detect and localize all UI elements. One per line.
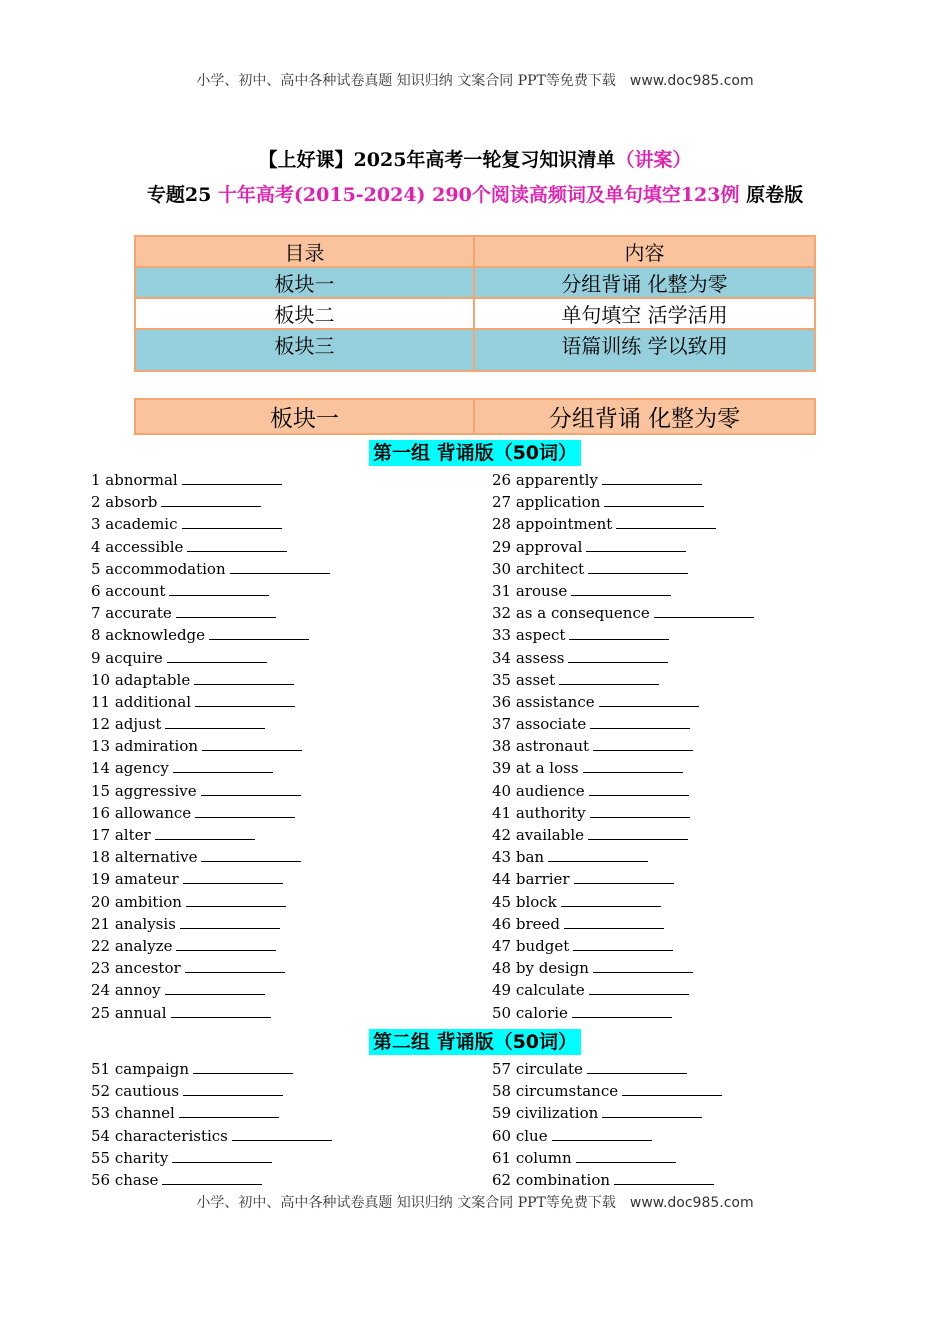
toc-row bbox=[135, 298, 815, 329]
title2-prefix: 专题25 bbox=[146, 184, 218, 206]
answer-blank[interactable] bbox=[559, 670, 659, 685]
answer-blank[interactable] bbox=[183, 869, 283, 884]
word-label: 27 application bbox=[492, 493, 601, 512]
word-label: 34 assess bbox=[492, 648, 565, 667]
answer-blank[interactable] bbox=[590, 714, 690, 729]
word-item bbox=[91, 691, 330, 713]
answer-blank[interactable] bbox=[180, 914, 280, 929]
word-item bbox=[91, 802, 330, 824]
word-item bbox=[91, 1058, 332, 1080]
answer-blank[interactable] bbox=[176, 936, 276, 951]
word-item bbox=[91, 1147, 332, 1169]
word-label: 49 calculate bbox=[492, 981, 585, 1000]
word-label: 24 annoy bbox=[91, 981, 161, 1000]
word-item bbox=[492, 580, 754, 602]
answer-blank[interactable] bbox=[201, 847, 301, 862]
word-label: 18 alternative bbox=[91, 848, 198, 867]
answer-blank[interactable] bbox=[574, 869, 674, 884]
word-item bbox=[492, 536, 754, 558]
word-item bbox=[91, 913, 330, 935]
word-item bbox=[492, 558, 754, 580]
word-label: 58 circumstance bbox=[492, 1082, 619, 1101]
title2-highlight: 十年高考(2015-2024) 290个阅读高频词及单句填空123例 bbox=[217, 184, 740, 206]
answer-blank[interactable] bbox=[195, 803, 295, 818]
answer-blank[interactable] bbox=[185, 958, 285, 973]
word-item bbox=[492, 1147, 722, 1169]
word-item bbox=[492, 757, 754, 779]
answer-blank[interactable] bbox=[604, 492, 704, 507]
answer-blank[interactable] bbox=[169, 581, 269, 596]
word-label: 61 column bbox=[492, 1148, 572, 1167]
word-item bbox=[91, 891, 330, 913]
word-label: 47 budget bbox=[492, 936, 570, 955]
toc-cell: 语篇训练 学以致用 bbox=[474, 329, 815, 371]
word-label: 46 breed bbox=[492, 914, 560, 933]
word-label: 19 amateur bbox=[91, 870, 179, 889]
section-header-cell: 板块一 bbox=[135, 399, 474, 434]
word-label: 41 authority bbox=[492, 803, 586, 822]
word-item bbox=[492, 713, 754, 735]
word-label: 17 alter bbox=[91, 826, 151, 844]
word-label: 25 annual bbox=[91, 1003, 167, 1022]
word-label: 16 allowance bbox=[91, 803, 192, 822]
word-item bbox=[492, 491, 754, 513]
word-label: 11 additional bbox=[91, 692, 192, 711]
word-label: 31 arouse bbox=[492, 581, 568, 600]
word-item bbox=[91, 513, 330, 535]
word-item bbox=[492, 824, 754, 846]
word-item bbox=[91, 735, 330, 757]
word-label: 36 assistance bbox=[492, 692, 595, 711]
answer-blank[interactable] bbox=[548, 847, 648, 862]
word-item bbox=[91, 868, 330, 890]
word-label: 43 ban bbox=[492, 848, 545, 867]
word-label: 60 clue bbox=[492, 1126, 548, 1145]
page-header bbox=[0, 70, 950, 90]
answer-blank[interactable] bbox=[193, 1059, 293, 1074]
word-item bbox=[492, 979, 754, 1001]
word-item bbox=[91, 469, 330, 491]
section-header-table bbox=[134, 398, 816, 435]
word-item bbox=[91, 935, 330, 957]
answer-blank[interactable] bbox=[576, 1148, 676, 1163]
answer-blank[interactable] bbox=[201, 781, 301, 796]
toc-cell: 板块一 bbox=[135, 267, 474, 298]
word-item bbox=[91, 1080, 332, 1102]
title-highlight: （讲案） bbox=[615, 149, 692, 171]
answer-blank[interactable] bbox=[568, 648, 668, 663]
answer-blank[interactable] bbox=[167, 648, 267, 663]
word-item bbox=[492, 935, 754, 957]
word-label: 33 aspect bbox=[492, 626, 566, 645]
word-item bbox=[492, 1102, 722, 1124]
answer-blank[interactable] bbox=[165, 714, 265, 729]
answer-blank[interactable] bbox=[599, 692, 699, 707]
answer-blank[interactable] bbox=[590, 803, 690, 818]
word-item bbox=[492, 1125, 722, 1147]
answer-blank[interactable] bbox=[573, 936, 673, 951]
word-label: 56 chase bbox=[91, 1170, 159, 1189]
title-main: 【上好课】2025年高考一轮复习知识清单 bbox=[258, 149, 616, 171]
word-column bbox=[492, 469, 754, 1024]
word-label: 20 ambition bbox=[91, 892, 182, 911]
answer-blank[interactable] bbox=[209, 625, 309, 640]
title2-suffix: 原卷版 bbox=[739, 184, 804, 206]
answer-blank[interactable] bbox=[171, 1003, 271, 1018]
answer-blank[interactable] bbox=[183, 1081, 283, 1096]
answer-blank[interactable] bbox=[561, 892, 661, 907]
word-item bbox=[492, 669, 754, 691]
footer-site[interactable]: www.doc985.com bbox=[629, 1195, 754, 1211]
word-label: 3 academic bbox=[91, 515, 178, 534]
word-item bbox=[91, 602, 330, 624]
word-item bbox=[91, 558, 330, 580]
header-text: 小学、初中、高中各种试卷真题 知识归纳 文案合同 PPT等免费下载 bbox=[196, 73, 616, 89]
answer-blank[interactable] bbox=[232, 1126, 332, 1141]
word-label: 42 available bbox=[492, 826, 585, 844]
answer-blank[interactable] bbox=[593, 736, 693, 751]
word-item bbox=[492, 846, 754, 868]
answer-blank[interactable] bbox=[654, 603, 754, 618]
word-label: 50 calorie bbox=[492, 1003, 568, 1022]
answer-blank[interactable] bbox=[572, 1003, 672, 1018]
word-item bbox=[91, 647, 330, 669]
answer-blank[interactable] bbox=[195, 692, 295, 707]
toc-header-cell: 目录 bbox=[135, 236, 474, 267]
toc-table bbox=[134, 235, 816, 372]
word-item bbox=[492, 647, 754, 669]
group-title: 第二组 背诵版（50词） bbox=[0, 1027, 950, 1054]
word-label: 55 charity bbox=[91, 1148, 169, 1167]
word-item bbox=[492, 913, 754, 935]
word-item bbox=[91, 1125, 332, 1147]
word-label: 26 apparently bbox=[492, 471, 598, 489]
answer-blank[interactable] bbox=[173, 758, 273, 773]
word-label: 4 accessible bbox=[91, 537, 184, 556]
word-item bbox=[492, 469, 754, 491]
toc-header-row bbox=[135, 236, 815, 267]
word-label: 1 abnormal bbox=[91, 471, 178, 489]
answer-blank[interactable] bbox=[194, 670, 294, 685]
word-label: 37 associate bbox=[492, 715, 587, 734]
word-column bbox=[91, 1058, 332, 1191]
word-label: 52 cautious bbox=[91, 1082, 180, 1101]
answer-blank[interactable] bbox=[571, 581, 671, 596]
word-label: 2 absorb bbox=[91, 493, 158, 512]
word-label: 5 accommodation bbox=[91, 559, 226, 578]
word-label: 35 asset bbox=[492, 670, 556, 689]
toc-cell: 板块二 bbox=[135, 298, 474, 329]
word-label: 15 aggressive bbox=[91, 781, 197, 800]
word-label: 6 account bbox=[91, 581, 166, 600]
word-item bbox=[91, 957, 330, 979]
word-label: 45 block bbox=[492, 892, 557, 911]
answer-blank[interactable] bbox=[593, 958, 693, 973]
answer-blank[interactable] bbox=[176, 603, 276, 618]
answer-blank[interactable] bbox=[589, 781, 689, 796]
word-item bbox=[492, 891, 754, 913]
word-item bbox=[492, 802, 754, 824]
doc-title-line2 bbox=[0, 180, 950, 207]
answer-blank[interactable] bbox=[614, 1170, 714, 1185]
word-item bbox=[91, 757, 330, 779]
answer-blank[interactable] bbox=[179, 1103, 279, 1118]
word-item bbox=[91, 979, 330, 1001]
word-item bbox=[492, 735, 754, 757]
answer-blank[interactable] bbox=[202, 736, 302, 751]
word-label: 10 adaptable bbox=[91, 670, 191, 689]
word-item bbox=[492, 513, 754, 535]
answer-blank[interactable] bbox=[602, 470, 702, 485]
answer-blank[interactable] bbox=[622, 1081, 722, 1096]
answer-blank[interactable] bbox=[165, 980, 265, 995]
answer-blank[interactable] bbox=[587, 1059, 687, 1074]
word-item bbox=[91, 1169, 332, 1191]
toc-cell: 板块三 bbox=[135, 329, 474, 371]
footer-text: 小学、初中、高中各种试卷真题 知识归纳 文案合同 PPT等免费下载 bbox=[196, 1195, 616, 1211]
word-item bbox=[91, 713, 330, 735]
word-label: 51 campaign bbox=[91, 1060, 190, 1078]
word-item bbox=[91, 580, 330, 602]
word-label: 13 admiration bbox=[91, 737, 199, 756]
answer-blank[interactable] bbox=[589, 980, 689, 995]
word-label: 7 accurate bbox=[91, 604, 172, 623]
answer-blank[interactable] bbox=[162, 1170, 262, 1185]
answer-blank[interactable] bbox=[616, 514, 716, 529]
word-label: 39 at a loss bbox=[492, 759, 579, 778]
word-item bbox=[492, 624, 754, 646]
word-label: 53 channel bbox=[91, 1104, 175, 1123]
toc-cell: 分组背诵 化整为零 bbox=[474, 267, 815, 298]
word-label: 54 characteristics bbox=[91, 1126, 228, 1145]
word-item bbox=[91, 536, 330, 558]
answer-blank[interactable] bbox=[182, 514, 282, 529]
page-footer bbox=[0, 1192, 950, 1212]
word-label: 8 acknowledge bbox=[91, 626, 206, 645]
word-item bbox=[91, 669, 330, 691]
word-label: 57 circulate bbox=[492, 1060, 583, 1078]
word-item bbox=[91, 1002, 330, 1024]
answer-blank[interactable] bbox=[586, 537, 686, 552]
answer-blank[interactable] bbox=[583, 758, 683, 773]
answer-blank[interactable] bbox=[182, 470, 282, 485]
answer-blank[interactable] bbox=[155, 825, 255, 840]
word-item bbox=[91, 624, 330, 646]
answer-blank[interactable] bbox=[588, 825, 688, 840]
word-column bbox=[91, 469, 330, 1024]
answer-blank[interactable] bbox=[569, 625, 669, 640]
toc-row bbox=[135, 267, 815, 298]
toc-header-cell: 内容 bbox=[474, 236, 815, 267]
word-item bbox=[492, 691, 754, 713]
answer-blank[interactable] bbox=[602, 1103, 702, 1118]
word-label: 29 approval bbox=[492, 537, 583, 556]
answer-blank[interactable] bbox=[230, 559, 330, 574]
toc-cell: 单句填空 活学活用 bbox=[474, 298, 815, 329]
word-item bbox=[91, 846, 330, 868]
word-item bbox=[492, 1058, 722, 1080]
word-item bbox=[492, 1002, 754, 1024]
word-item bbox=[91, 491, 330, 513]
word-label: 21 analysis bbox=[91, 914, 176, 933]
toc-row bbox=[135, 329, 815, 371]
word-label: 12 adjust bbox=[91, 715, 162, 734]
word-item bbox=[91, 780, 330, 802]
word-item bbox=[492, 1169, 722, 1191]
word-item bbox=[492, 602, 754, 624]
word-label: 48 by design bbox=[492, 959, 589, 978]
word-label: 30 architect bbox=[492, 559, 585, 578]
word-label: 32 as a consequence bbox=[492, 604, 650, 623]
word-item bbox=[492, 780, 754, 802]
header-site[interactable]: www.doc985.com bbox=[629, 73, 754, 89]
word-label: 40 audience bbox=[492, 781, 585, 800]
word-column bbox=[492, 1058, 722, 1191]
word-label: 44 barrier bbox=[492, 870, 570, 889]
answer-blank[interactable] bbox=[187, 537, 287, 552]
section-header-cell: 分组背诵 化整为零 bbox=[474, 399, 815, 434]
word-item bbox=[492, 868, 754, 890]
group-title: 第一组 背诵版（50词） bbox=[0, 438, 950, 465]
answer-blank[interactable] bbox=[564, 914, 664, 929]
doc-title-line1 bbox=[0, 145, 950, 172]
word-item bbox=[492, 957, 754, 979]
answer-blank[interactable] bbox=[186, 892, 286, 907]
word-item bbox=[492, 1080, 722, 1102]
answer-blank[interactable] bbox=[172, 1148, 272, 1163]
word-label: 9 acquire bbox=[91, 648, 163, 667]
word-label: 59 civilization bbox=[492, 1104, 599, 1123]
word-label: 22 analyze bbox=[91, 936, 173, 955]
word-item bbox=[91, 1102, 332, 1124]
word-label: 14 agency bbox=[91, 759, 169, 778]
word-label: 38 astronaut bbox=[492, 737, 590, 756]
word-label: 62 combination bbox=[492, 1170, 611, 1189]
word-label: 28 appointment bbox=[492, 515, 613, 534]
word-label: 23 ancestor bbox=[91, 959, 181, 978]
answer-blank[interactable] bbox=[161, 492, 261, 507]
answer-blank[interactable] bbox=[552, 1126, 652, 1141]
word-item bbox=[91, 824, 330, 846]
answer-blank[interactable] bbox=[588, 559, 688, 574]
